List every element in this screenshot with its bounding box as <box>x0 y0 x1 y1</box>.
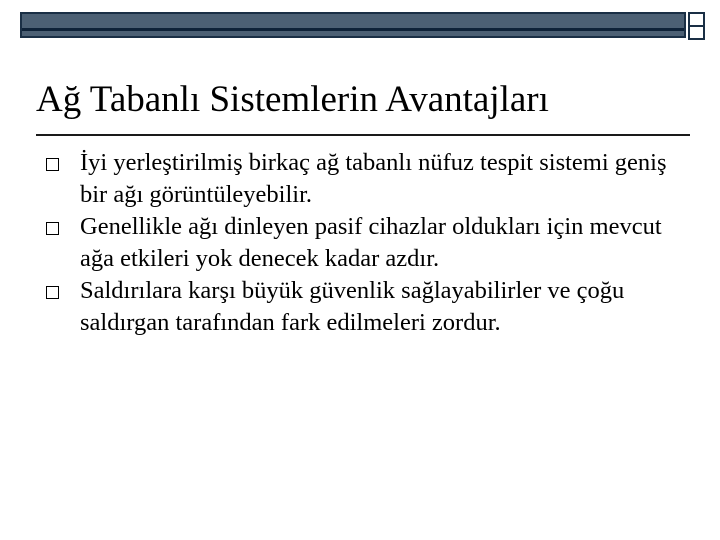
bullet-item <box>36 147 696 211</box>
hollow-square-bullet-icon <box>46 158 59 171</box>
bullet-list <box>36 147 696 339</box>
hollow-square-bullet-icon <box>46 222 59 235</box>
hollow-square-bullet-icon <box>46 286 59 299</box>
banner-stripe <box>22 28 684 31</box>
bullet-item <box>36 211 696 275</box>
bullet-text: Saldırılara karşı büyük güvenlik sağlayabilirler ve çoğu saldırgan tarafından fark edilmeleri zordur. <box>80 277 625 336</box>
bullet-text: Genellikle ağı dinleyen pasif cihazlar oldukları için mevcut ağa etkileri yok denecek kadar azdır. <box>80 213 662 272</box>
header-banner <box>20 12 686 38</box>
corner-square-icon-bottom <box>688 25 705 40</box>
bullet-text: İyi yerleştirilmiş birkaç ağ tabanlı nüfuz tespit sistemi geniş bir ağı görüntüleyebilir. <box>80 149 667 208</box>
slide-title: Ağ Tabanlı Sistemlerin Avantajları <box>36 79 549 120</box>
bullet-item <box>36 275 696 339</box>
title-underline <box>36 134 690 136</box>
